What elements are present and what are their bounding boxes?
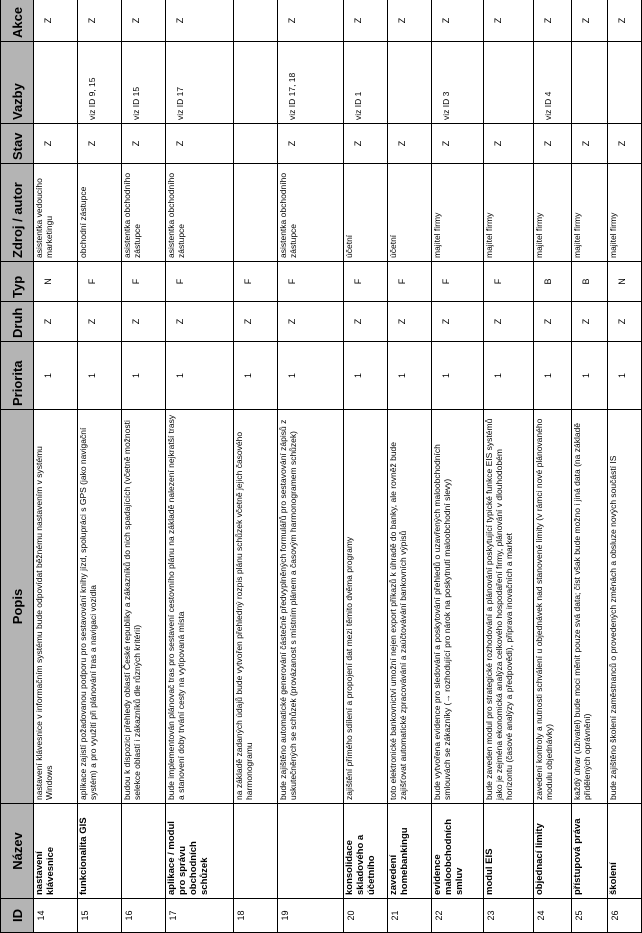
cell-action: Z: [34, 0, 78, 42]
cell-name: školení: [608, 804, 642, 899]
cell-action: Z: [608, 0, 642, 42]
cell-desc: na základě zadaných údajů bude vytvořen přehledný rozpis plánu schůzek včetně jejich časového harmonogramu: [234, 410, 278, 804]
cell-name: objednací limity: [534, 804, 572, 899]
cell-links: viz ID 1: [344, 42, 388, 124]
cell-links: viz ID 9, 15: [78, 42, 122, 124]
cell-source: obchodní zástupce: [78, 164, 122, 262]
cell-status: Z: [344, 124, 388, 164]
cell-id: 23: [484, 899, 534, 933]
header-source: Zdroj / autor: [1, 164, 34, 262]
cell-name: modul EIS: [484, 804, 534, 899]
cell-status: Z: [432, 124, 484, 164]
cell-links: viz ID 3: [432, 42, 484, 124]
cell-type: N: [34, 262, 78, 302]
cell-source: asistentka vedoucího marketingu: [34, 164, 78, 262]
cell-desc: každý útvar (uživatel) bude moci měnit pouze svá data; číst však bude možno i jiná data (na základě přidělených oprávnění): [572, 410, 608, 804]
cell-action: Z: [432, 0, 484, 42]
cell-source: majitel firmy: [534, 164, 572, 262]
header-status: Stav: [1, 124, 34, 164]
cell-priority: 1: [608, 342, 642, 410]
header-type: Typ: [1, 262, 34, 302]
cell-action: Z: [484, 0, 534, 42]
cell-status: [234, 124, 278, 164]
cell-links: [608, 42, 642, 124]
cell-priority: 1: [344, 342, 388, 410]
table-row: [234, 0, 278, 933]
cell-status: Z: [534, 124, 572, 164]
cell-name: [234, 804, 278, 899]
cell-id: 25: [572, 899, 608, 933]
cell-source: majitel firmy: [608, 164, 642, 262]
cell-status: Z: [166, 124, 234, 164]
cell-links: viz ID 17: [166, 42, 234, 124]
cell-type: F: [432, 262, 484, 302]
cell-desc: zavedení kontroly a nutnosti schválení u objednávek nad stanovené limity (v rámci nové plánovaného modulu objednávky): [534, 410, 572, 804]
cell-source: účetní: [344, 164, 388, 262]
cell-name: konsolidace skladového a účetního: [344, 804, 388, 899]
cell-id: 15: [78, 899, 122, 933]
cell-status: Z: [122, 124, 166, 164]
header-action: Akce: [1, 0, 34, 42]
cell-kind: Z: [78, 302, 122, 342]
cell-kind: Z: [484, 302, 534, 342]
cell-type: F: [122, 262, 166, 302]
cell-status: Z: [34, 124, 78, 164]
cell-action: Z: [534, 0, 572, 42]
cell-source: majitel firmy: [484, 164, 534, 262]
cell-kind: Z: [34, 302, 78, 342]
cell-kind: Z: [278, 302, 344, 342]
cell-type: F: [278, 262, 344, 302]
cell-source: majitel firmy: [572, 164, 608, 262]
cell-type: F: [388, 262, 432, 302]
cell-links: viz ID 15: [122, 42, 166, 124]
cell-id: 19: [278, 899, 344, 933]
cell-kind: Z: [572, 302, 608, 342]
cell-type: B: [534, 262, 572, 302]
cell-type: F: [166, 262, 234, 302]
cell-desc: bude zajištěno automatické generování částečně předvyplněných formulářů pro sestavování zápisů z uskutečněných se schůzek (provázanost s místním plánem a časovým harmonogramem schůzek): [278, 410, 344, 804]
cell-name: [278, 804, 344, 899]
table-row: [388, 0, 432, 933]
cell-id: 22: [432, 899, 484, 933]
cell-kind: Z: [432, 302, 484, 342]
cell-id: 18: [234, 899, 278, 933]
cell-links: viz ID 17, 18: [278, 42, 344, 124]
table-row: [608, 0, 642, 933]
cell-priority: 1: [122, 342, 166, 410]
cell-action: Z: [78, 0, 122, 42]
cell-status: Z: [78, 124, 122, 164]
cell-priority: 1: [572, 342, 608, 410]
cell-source: majitel firmy: [432, 164, 484, 262]
cell-desc: bude vytvořena evidence pro sledování a poskytování přehledů o uzavřených maloobchodních smlouvách se zákazníky (→ rozhodující pro nárok na poskytnutí maloobchodní slevy): [432, 410, 484, 804]
table-row: [344, 0, 388, 933]
cell-id: 20: [344, 899, 388, 933]
cell-links: [388, 42, 432, 124]
cell-priority: 1: [234, 342, 278, 410]
cell-name: zavedení homebankingu: [388, 804, 432, 899]
table-row: [278, 0, 344, 933]
cell-priority: 1: [484, 342, 534, 410]
cell-source: asistentka obchodního zástupce: [278, 164, 344, 262]
cell-desc: aplikace zajistí požadovanou podporu pro sestavování knihy jízd, spolupráci s GPS (jako navigační systém) a pro využití při plánování tras a navigaci vozidla: [78, 410, 122, 804]
cell-desc: zajištění přímého sdílení a propojení dat mezi těmito dvěma programy: [344, 410, 388, 804]
cell-action: Z: [122, 0, 166, 42]
cell-type: F: [78, 262, 122, 302]
cell-source: [234, 164, 278, 262]
table-row: [166, 0, 234, 933]
cell-name: přístupová práva: [572, 804, 608, 899]
header-id: ID: [1, 899, 34, 933]
cell-id: 26: [608, 899, 642, 933]
cell-source: účetní: [388, 164, 432, 262]
cell-id: 16: [122, 899, 166, 933]
cell-status: Z: [608, 124, 642, 164]
cell-desc: bude zajištěno školení zaměstnanců o provedených změnách a obsluze nových součástí IS: [608, 410, 642, 804]
cell-name: funkcionalita GIS: [78, 804, 122, 899]
cell-kind: Z: [234, 302, 278, 342]
cell-kind: Z: [166, 302, 234, 342]
cell-desc: budou k dispozici přehledy oblastí České republiky a zákazníků do nich spadajících (včetně možnosti selekce oblastí i zákazníků dle různých kritérií): [122, 410, 166, 804]
table-row: [534, 0, 572, 933]
cell-desc: bude implementován plánovač tras pro sestavení cestovního plánu na základě nalezení nejkratší trasy a stanovení doby trvání cesty na vytipovaná místa: [166, 410, 234, 804]
cell-id: 21: [388, 899, 432, 933]
cell-action: [234, 0, 278, 42]
cell-desc: bude zaveden modul pro strategické rozhodování a plánování poskytující typické funkce EIS systémů jako je zejména ekonomická analýza celkového hospodaření firmy, plánování v dlouhodobém horizontu (časové analýzy a předpovědi), příprava inovačních a market: [484, 410, 534, 804]
cell-type: F: [234, 262, 278, 302]
cell-status: Z: [278, 124, 344, 164]
cell-source: asistentka obchodního zástupce: [166, 164, 234, 262]
cell-type: B: [572, 262, 608, 302]
cell-name: nastavení klávesnice: [34, 804, 78, 899]
cell-links: [234, 42, 278, 124]
cell-status: Z: [388, 124, 432, 164]
table-row: [432, 0, 484, 933]
header-row: [1, 0, 34, 933]
cell-kind: Z: [608, 302, 642, 342]
cell-action: Z: [278, 0, 344, 42]
header-links: Vazby: [1, 42, 34, 124]
cell-id: 14: [34, 899, 78, 933]
header-desc: Popis: [1, 410, 34, 804]
cell-desc: toto elektronické bankovnictví umožní nejen export příkazů k úhradě do banky, ale rovněž bude zajišťovat automatické zpracovávání a zaúčtovávání bankovních výpisů: [388, 410, 432, 804]
cell-priority: 1: [432, 342, 484, 410]
cell-priority: 1: [166, 342, 234, 410]
cell-links: viz ID 4: [534, 42, 572, 124]
cell-links: [572, 42, 608, 124]
cell-kind: Z: [388, 302, 432, 342]
cell-name: [122, 804, 166, 899]
cell-source: asistentka obchodního zástupce: [122, 164, 166, 262]
cell-status: Z: [484, 124, 534, 164]
cell-status: Z: [572, 124, 608, 164]
cell-links: [484, 42, 534, 124]
cell-kind: Z: [122, 302, 166, 342]
cell-name: aplikace / modul pro správu obchodních schůzek: [166, 804, 234, 899]
cell-name: evidence maloobchodních smluv: [432, 804, 484, 899]
cell-type: F: [344, 262, 388, 302]
cell-action: Z: [388, 0, 432, 42]
header-priority: Priorita: [1, 342, 34, 410]
cell-action: Z: [344, 0, 388, 42]
header-kind: Druh: [1, 302, 34, 342]
table-row: [34, 0, 78, 933]
cell-desc: nastavení klávesnice v informačním systému bude odpovídat běžnému nastavením v systému Windows: [34, 410, 78, 804]
cell-id: 17: [166, 899, 234, 933]
cell-priority: 1: [34, 342, 78, 410]
header-name: Název: [1, 804, 34, 899]
cell-type: N: [608, 262, 642, 302]
cell-kind: Z: [534, 302, 572, 342]
table-row: [484, 0, 534, 933]
cell-kind: Z: [344, 302, 388, 342]
cell-type: F: [484, 262, 534, 302]
cell-id: 24: [534, 899, 572, 933]
table-row: [122, 0, 166, 933]
cell-priority: 1: [534, 342, 572, 410]
cell-links: [34, 42, 78, 124]
cell-priority: 1: [78, 342, 122, 410]
cell-priority: 1: [388, 342, 432, 410]
table-row: [78, 0, 122, 933]
table-row: [572, 0, 608, 933]
cell-action: Z: [166, 0, 234, 42]
cell-action: Z: [572, 0, 608, 42]
cell-priority: 1: [278, 342, 344, 410]
